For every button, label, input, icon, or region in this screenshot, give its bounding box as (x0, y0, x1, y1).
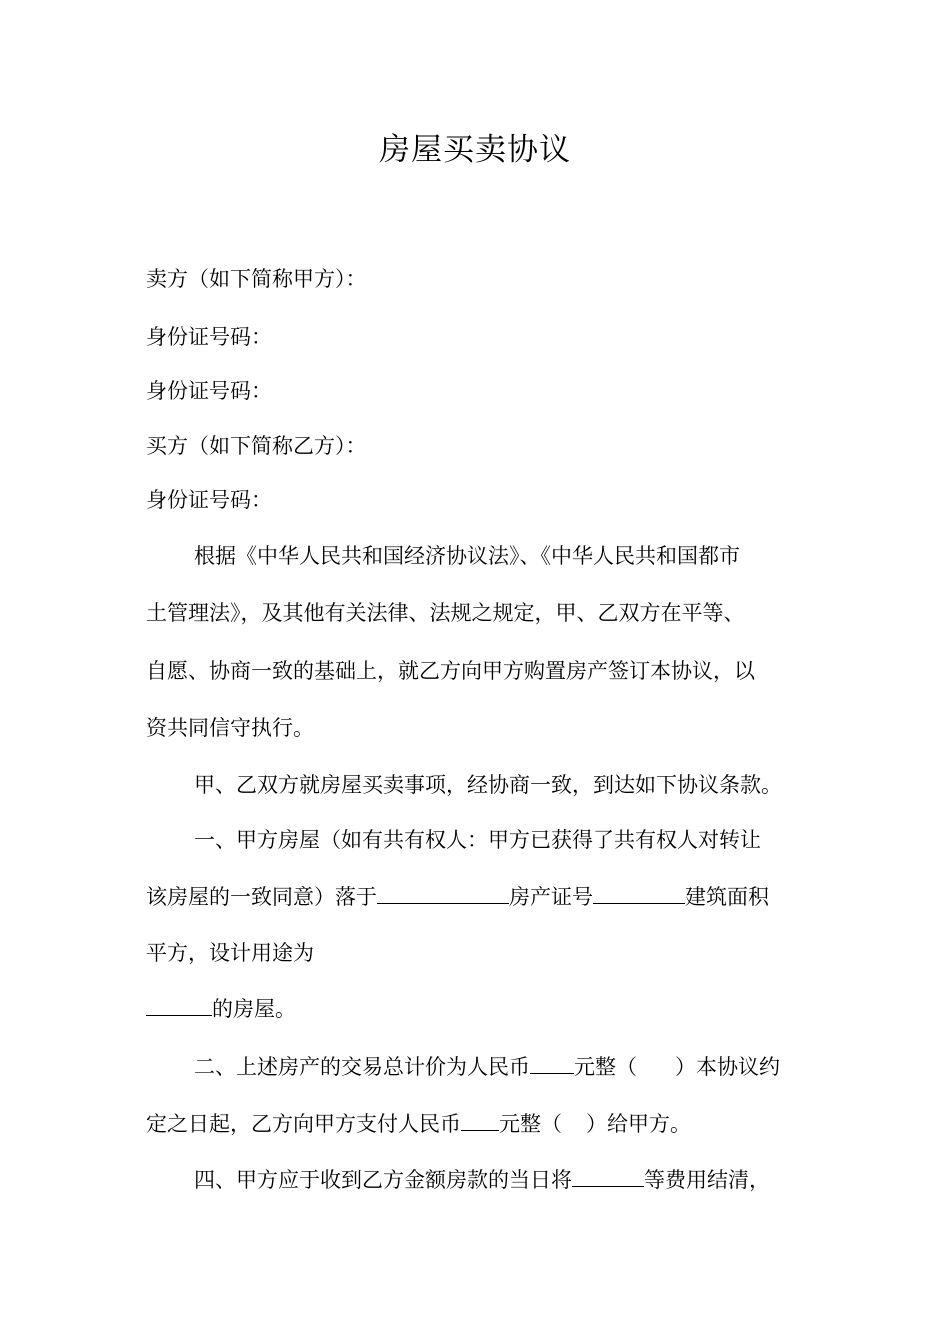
clause1-line-2 (146, 881, 816, 912)
preamble-line-4: 资共同信守执行。 (146, 716, 314, 740)
clause1-line-4 (146, 993, 816, 1024)
document-title: 房屋买卖协议 (379, 132, 571, 168)
fees-blank (572, 1164, 644, 1187)
clause4-fees-label: 等费用结清， (644, 1168, 770, 1192)
clause1-house-label: 的房屋。 (212, 997, 296, 1021)
buyer-id-label: 身份证号码： (146, 488, 272, 512)
clause2-payment-yuan-label: 元整（ (499, 1112, 562, 1136)
clause4-line-1 (194, 1164, 864, 1195)
clause2-line-2 (146, 1108, 816, 1139)
preamble-line-1: 根据《中华人民共和国经济协议法》、《中华人民共和国都市 (194, 544, 740, 568)
clause1-area-label: 建筑面积 (685, 885, 769, 909)
clause2-line-1 (194, 1051, 864, 1082)
agreement-intro: 甲、乙双方就房屋买卖事项，经协商一致，到达如下协议条款。 (194, 773, 782, 797)
clause1-line-1: 一、甲方房屋（如有共有权人：甲方已获得了共有权人对转让 (194, 828, 761, 852)
preamble-line-3: 自愿、协商一致的基础上，就乙方向甲方购置房产签订本协议，以 (146, 659, 755, 683)
seller-coowner-id-label: 身份证号码： (146, 379, 272, 403)
preamble-line-2: 土管理法》，及其他有关法律、法规之规定，甲、乙双方在平等、 (146, 601, 745, 625)
location-blank (377, 881, 509, 904)
clause2-price-label: 二、上述房产的交易总计价为人民币 (194, 1055, 530, 1079)
seller-label: 卖方（如下简称甲方）： (146, 267, 367, 291)
clause2-agreement-label: ）本协议约 (675, 1055, 780, 1079)
certificate-blank (593, 881, 685, 904)
clause1-certificate-label: 房产证号 (509, 885, 593, 909)
payment-blank (461, 1108, 499, 1131)
price-blank (530, 1051, 574, 1074)
clause2-to-seller-label: ）给甲方。 (586, 1112, 691, 1136)
seller-id-label: 身份证号码： (146, 325, 272, 349)
usage-blank (146, 993, 212, 1016)
clause4-settle-label: 四、甲方应于收到乙方金额房款的当日将 (194, 1168, 572, 1192)
clause1-location-label: 该房屋的一致同意）落于 (146, 885, 377, 909)
clause2-yuan-label: 元整（ (574, 1055, 637, 1079)
clause2-payment-label: 定之日起，乙方向甲方支付人民币 (146, 1112, 461, 1136)
clause1-line-3: 平方，设计用途为 (146, 941, 314, 965)
buyer-label: 买方（如下简称乙方）： (146, 434, 367, 458)
